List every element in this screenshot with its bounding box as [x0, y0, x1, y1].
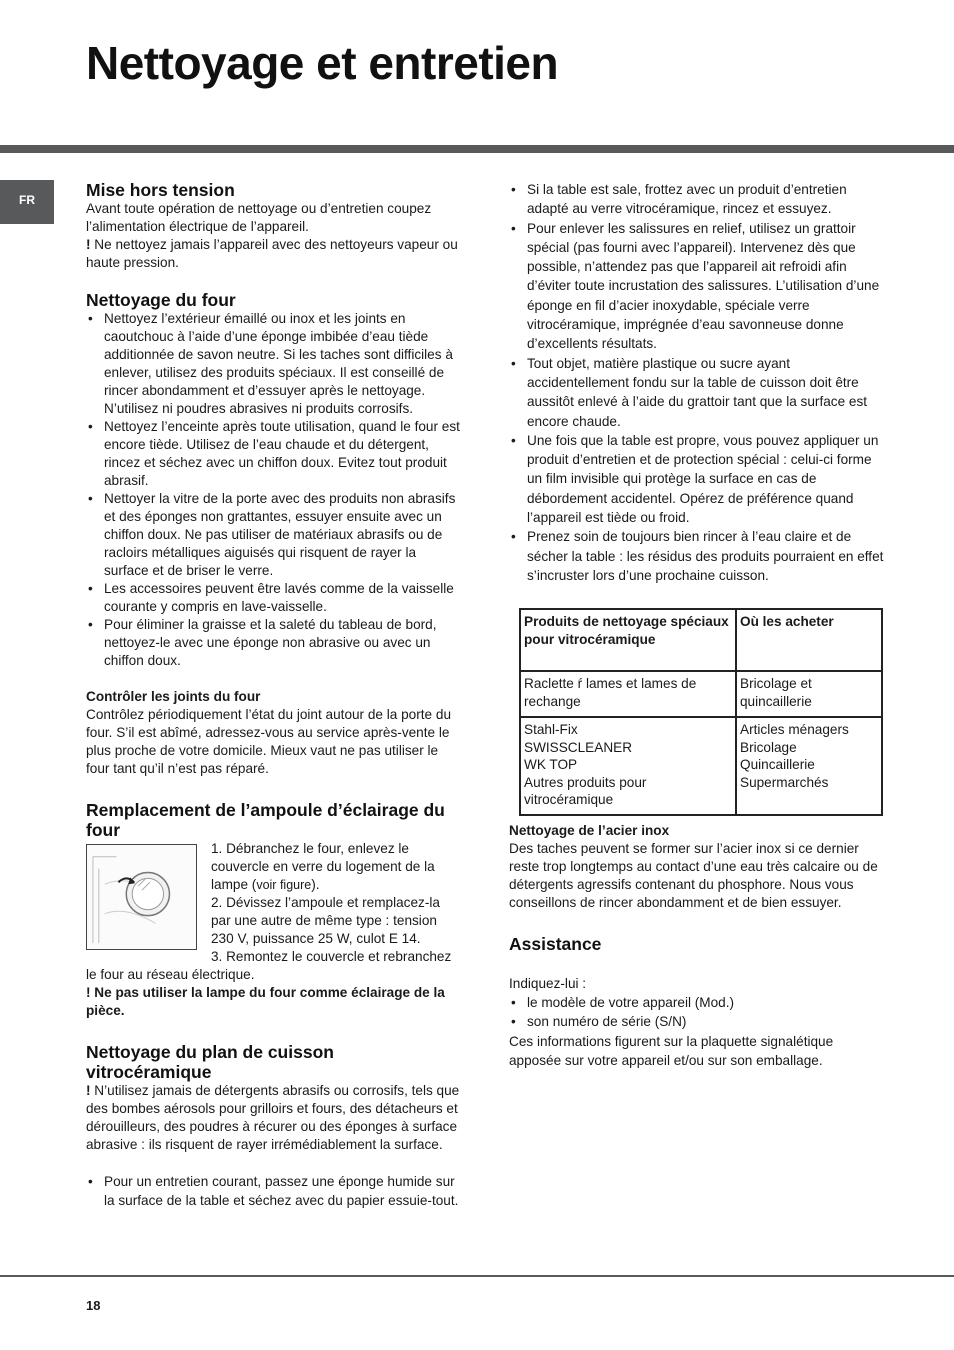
table-row — [520, 671, 882, 717]
plan-bullets — [86, 1172, 462, 1211]
table-row — [520, 717, 882, 815]
bottom-divider — [0, 1275, 954, 1277]
heading-joints: Contrôler les joints du four — [86, 689, 261, 704]
heading-mise-hors-tension: Mise hors tension — [86, 180, 235, 200]
step-1: 1. Débranchez le four, enlevez le couvercle en verre du logement de la lampe (voir figure). — [211, 841, 435, 892]
heading-plan-cuisson: Nettoyage du plan de cuisson vitrocéramique — [86, 1042, 334, 1082]
mise-text: Avant toute opération de nettoyage ou d’entretien coupez l’alimentation électrique de l’appareil. — [86, 201, 432, 234]
page-title: Nettoyage et entretien — [86, 37, 559, 89]
page-number: 18 — [86, 1298, 101, 1313]
warning-mark: ! — [86, 1083, 91, 1098]
table-cell: Raclette ŕ lames et lames de rechange — [520, 671, 736, 717]
heading-assistance: Assistance — [509, 933, 602, 954]
table-header-row — [520, 609, 882, 671]
table-cell: Articles ménagers Bricolage Quincaillerie Supermarchés — [736, 717, 882, 815]
oven-lamp-illustration — [86, 844, 197, 950]
oven-lamp-icon — [87, 845, 196, 949]
section-ampoule — [86, 800, 462, 1020]
figure-reference: voir figure — [256, 878, 312, 892]
warning-mark: ! — [86, 237, 91, 252]
section-assistance — [509, 934, 889, 1070]
section-mise-hors-tension — [86, 180, 462, 272]
section-joints — [86, 688, 462, 778]
heading-nettoyage-four: Nettoyage du four — [86, 290, 236, 310]
heading-inox: Nettoyage de l’acier inox — [509, 822, 670, 838]
heading-ampoule: Remplacement de l’ampoule d’éclairage du four — [86, 800, 445, 840]
table-header-cell: Produits de nettoyage spéciaux pour vitrocéramique — [520, 609, 736, 671]
step-2: 2. Dévissez l’ampoule et remplacez-la par une autre de même type : tension 230 V, puissance 25 W, culot E 14. — [211, 895, 440, 946]
list-item: • Pour un entretien courant, passez une éponge humide sur la surface de la table et séchez avec du papier essuie-tout. — [86, 1172, 462, 1211]
list-item: • Pour enlever les salissures en relief, utilisez un grattoir spécial (pas fourni avec l’appareil). Intervenez dès que possible, n’attendez pas que l’appareil ait refroidi afin d’éviter toute incrustation des salissures. L’utilisation d’une éponge en fil d’acier inoxydable, spéciale verre vitrocéramique, imprégnée d’eau savonneuse donne d’excellents résultats. — [509, 219, 889, 354]
list-item: • Pour éliminer la graisse et la saleté du tableau de bord, nettoyez-le avec une éponge non abrasive ou avec un chiffon doux. — [86, 616, 462, 670]
joints-text: Contrôlez périodiquement l’état du joint autour de la porte du four. S’il est abîmé, adressez-vous au service après-vente le plus proche de votre domicile. Mieux vaut ne pas utiliser le four tant qu’il n’est pas réparé. — [86, 707, 452, 776]
section-nettoyage-four — [86, 290, 462, 670]
section-plan-cuisson — [86, 1042, 462, 1211]
four-bullets — [86, 310, 462, 670]
mise-warning — [86, 236, 462, 272]
list-item: • le modèle de votre appareil (Mod.) — [509, 993, 889, 1012]
lamp-instructions — [86, 840, 462, 984]
plan-warning — [86, 1082, 462, 1154]
language-tab: FR — [0, 180, 54, 224]
list-item: • son numéro de série (S/N) — [509, 1012, 889, 1031]
assistance-bullets — [509, 993, 889, 1032]
list-item: • Tout objet, matière plastique ou sucre ayant accidentellement fondu sur la table de cuisson doit être aussitôt enlevé à l’aide du grattoir tant que la surface est encore chaude. — [509, 354, 889, 431]
mise-warning-text: Ne nettoyez jamais l’appareil avec des nettoyeurs vapeur ou haute pression. — [86, 237, 458, 270]
inox-text: Des taches peuvent se former sur l’acier inox si ce dernier reste trop longtemps au contact d’une eau très calcaire ou de détergents agressifs contenant du phosphore. Nous vous conseillons de rincer abondamment et de bien essuyer. — [509, 840, 878, 910]
left-column — [86, 180, 462, 1211]
list-item: • Une fois que la table est propre, vous pouvez appliquer un produit d’entretien et de protection spécial : celui-ci forme un film invisible qui protège la surface en cas de débordement accidentel. Opérez de préférence quand l’appareil est tiède ou froid. — [509, 431, 889, 527]
top-divider — [0, 145, 954, 153]
vitro-bullets — [509, 180, 889, 585]
plan-warning-text: N’utilisez jamais de détergents abrasifs ou corrosifs, tels que des bombes aérosols pour grilloirs et fours, des détacheurs et dérouilleurs, des poudres à récurer ou des éponges à surface abrasive : ils risquent de rayer irrémédiablement la surface. — [86, 1083, 460, 1152]
list-item: • Nettoyez l’enceinte après toute utilisation, quand le four est encore tiède. Utilisez de l’eau chaude et du détergent, rincez et séchez avec un chiffon doux. Evitez tout produit abrasif. — [86, 418, 462, 490]
list-item: • Nettoyez l’extérieur émaillé ou inox et les joints en caoutchouc à l’aide d’une éponge imbibée d’eau tiède additionnée de savon neutre. Si les taches sont difficiles à enlever, utilisez des produits spéciaux. Il est conseillé de rincer abondamment et d’essuyer après le nettoyage. N’utilisez ni poudres abrasives ni produits corrosifs. — [86, 310, 462, 418]
lamp-warning: ! Ne pas utiliser la lampe du four comme éclairage de la pièce. — [86, 985, 445, 1018]
section-inox — [509, 822, 889, 912]
table-cell: Bricolage et quincaillerie — [736, 671, 882, 717]
right-column — [509, 180, 889, 1070]
list-item: • Nettoyer la vitre de la porte avec des produits non abrasifs et des éponges non grattantes, essuyer ensuite avec un chiffon doux. Ne pas utiliser de matériaux abrasifs ou de racloirs métalliques aiguisés qui risquent de rayer la surface et de briser le verre. — [86, 490, 462, 580]
table-cell: Stahl-Fix SWISSCLEANER WK TOP Autres produits pour vitrocéramique — [520, 717, 736, 815]
list-item: • Si la table est sale, frottez avec un produit d’entretien adapté au verre vitrocéramique, rincez et essuyez. — [509, 180, 889, 219]
table-header-cell: Où les acheter — [736, 609, 882, 671]
assistance-text: Ces informations figurent sur la plaquette signalétique apposée sur votre appareil et/ou sur son emballage. — [509, 1033, 834, 1068]
step-3: 3. Remontez le couvercle et rebranchez le four au réseau électrique. — [86, 949, 452, 982]
list-item: • Les accessoires peuvent être lavés comme de la vaisselle courante y compris en lave-vaisselle. — [86, 580, 462, 616]
list-item: • Prenez soin de toujours bien rincer à l’eau claire et de sécher la table : les résidus des produits pourraient en effet s’incruster lors d’une prochaine cuisson. — [509, 527, 889, 585]
assistance-intro: Indiquez-lui : — [509, 975, 587, 991]
products-table — [519, 608, 883, 816]
